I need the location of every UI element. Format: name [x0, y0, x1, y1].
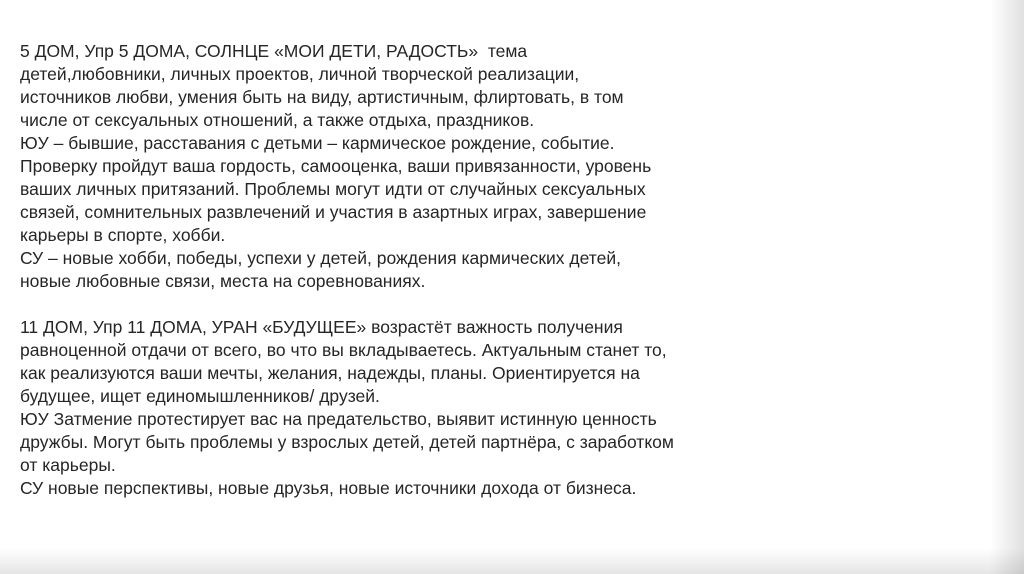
- text-line: СУ – новые хобби, победы, успехи у детей, рождения кармических детей,: [20, 248, 621, 268]
- slide-shadow-right: [990, 0, 1024, 574]
- text-line: равноценной отдачи от всего, во что вы вкладываетесь. Актуальным станет то,: [20, 340, 667, 360]
- paragraph-spacer: [20, 293, 980, 316]
- text-line: будущее, ищет единомышленников/ друзей.: [20, 386, 380, 406]
- text-line: дружбы. Могут быть проблемы у взрослых детей, детей партнёра, с заработком: [20, 432, 674, 452]
- text-line: от карьеры.: [20, 455, 116, 475]
- text-line: числе от сексуальных отношений, а также отдыха, праздников.: [20, 110, 535, 130]
- text-line: СУ новые перспективы, новые друзья, новые источники дохода от бизнеса.: [20, 478, 637, 498]
- text-line: связей, сомнительных развлечений и участия в азартных играх, завершение: [20, 202, 647, 222]
- text-line: карьеры в спорте, хобби.: [20, 225, 226, 245]
- slide-text-box: [20, 40, 980, 500]
- text-line: Проверку пройдут ваша гордость, самооценка, ваши привязанности, уровень: [20, 156, 652, 176]
- text-line: ваших личных притязаний. Проблемы могут идти от случайных сексуальных: [20, 179, 646, 199]
- text-line: источников любви, умения быть на виду, артистичным, флиртовать, в том: [20, 87, 624, 107]
- text-line: 11 ДОМ, Упр 11 ДОМА, УРАН «БУДУЩЕЕ» возрастёт важность получения: [20, 317, 623, 337]
- text-line: 5 ДОМ, Упр 5 ДОМА, СОЛНЦЕ «МОИ ДЕТИ, РАДОСТЬ» тема: [20, 41, 528, 61]
- text-line: новые любовные связи, места на соревнованиях.: [20, 271, 426, 291]
- text-line: ЮУ – бывшие, расставания с детьми – кармическое рождение, событие.: [20, 133, 615, 153]
- slide-shadow-bottom: [0, 548, 1024, 574]
- text-line: детей,любовники, личных проектов, личной творческой реализации,: [20, 64, 580, 84]
- text-line: как реализуются ваши мечты, желания, надежды, планы. Ориентируется на: [20, 363, 640, 383]
- text-line: ЮУ Затмение протестирует вас на предательство, выявит истинную ценность: [20, 409, 657, 429]
